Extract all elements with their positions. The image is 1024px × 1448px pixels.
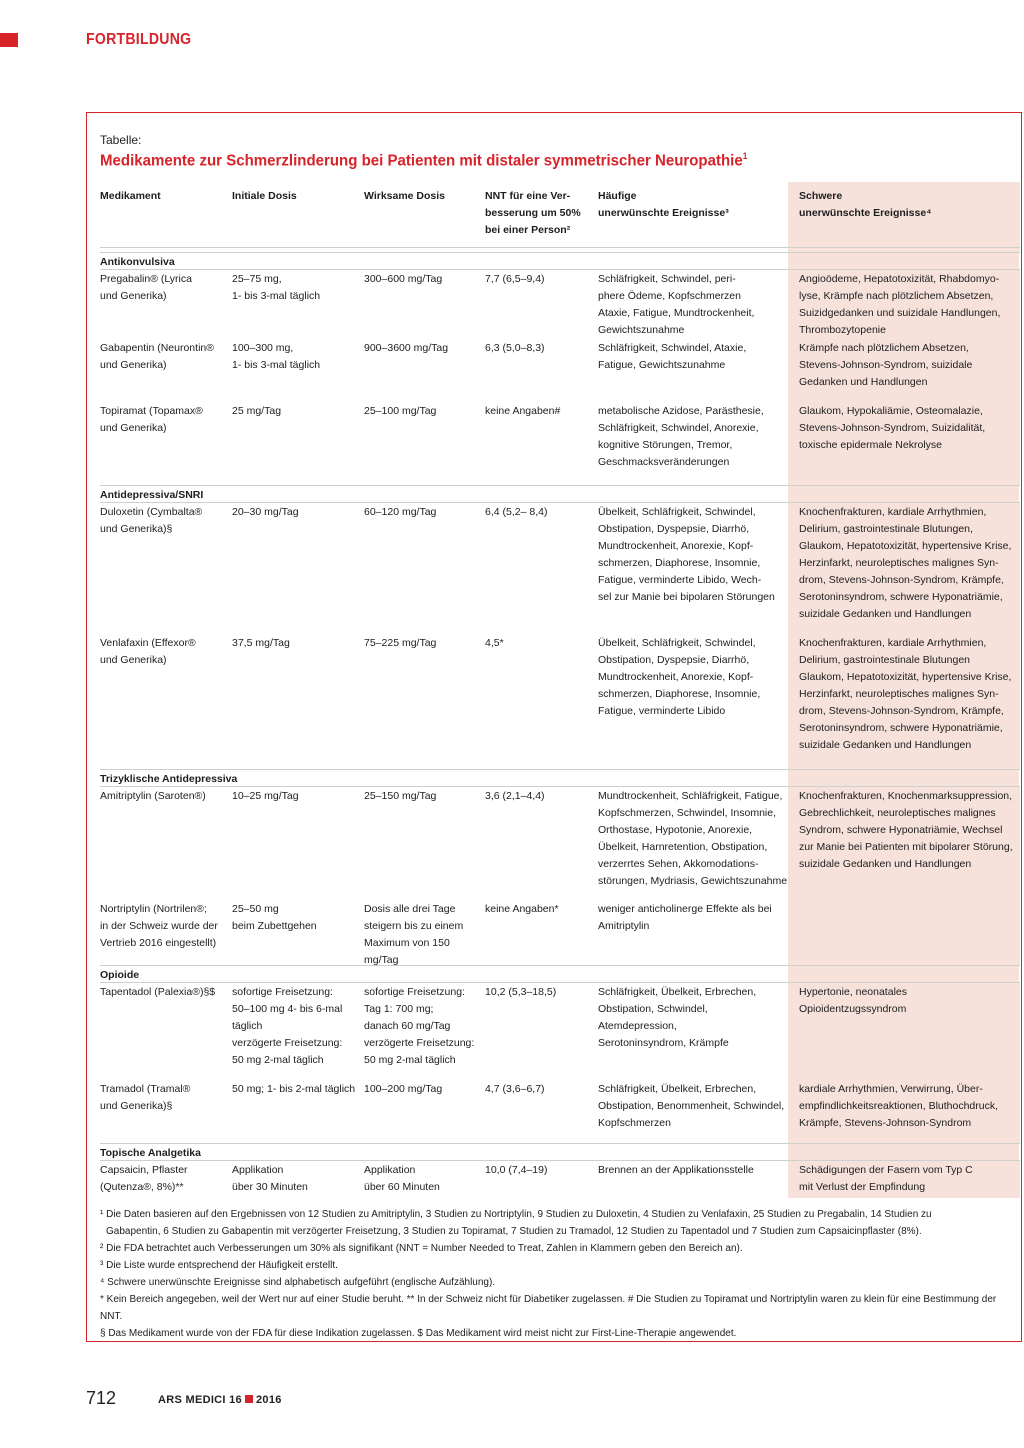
col-header-common-events: Häufige unerwünschte Ereignisse³	[598, 190, 729, 219]
drug-name: Amitriptylin (Saroten®)	[100, 790, 206, 802]
journal-year: 2016	[255, 1394, 282, 1406]
drug-name: Pregabalin® (Lyrica und Generika)	[100, 273, 192, 302]
category-label: Antikonvulsiva	[100, 253, 1020, 269]
table-title: Medikamente zur Schmerzlinderung bei Patienten mit distaler symmetrischer Neuropathie$^1$	[100, 151, 748, 170]
effective-dose: 25–100 mg/Tag	[364, 405, 437, 417]
effective-dose: 300–600 mg/Tag	[364, 273, 443, 285]
initial-dose: Applikation über 30 Minuten	[232, 1164, 308, 1193]
table-row	[100, 339, 1020, 402]
serious-events: Glaukom, Hypokaliämie, Osteomalazie, Stevens-Johnson-Syndrom, Suizidalität, toxische epidermale Nekrolyse	[799, 405, 986, 451]
footnote-approval: § Das Medikament wurde von der FDA für diese Indikation zugelassen. $ Das Medikament wird meist nicht zur First-Line-Therapie angewendet.	[100, 1328, 737, 1339]
nnt-value: 10,0 (7,4–19)	[485, 1164, 548, 1176]
effective-dose: 25–150 mg/Tag	[364, 790, 437, 802]
common-events: Schläfrigkeit, Übelkeit, Erbrechen, Obstipation, Schwindel, Atemdepression, Serotoninsyndrom, Krämpfe	[598, 986, 757, 1049]
col-header-drug: Medikament	[100, 190, 161, 202]
initial-dose: 100–300 mg, 1- bis 3-mal täglich	[232, 342, 321, 371]
footnote-4: ⁴ Schwere unerwünschte Ereignisse sind alphabetisch aufgeführt (englische Aufzählung).	[100, 1277, 496, 1288]
serious-events: Angioödeme, Hepatotoxizität, Rhabdomyo- lyse, Krämpfe nach plötzlichem Absetzen, Suizidgedanken und suizidale Handlungen, Thrombozytopenie	[799, 273, 1001, 336]
effective-dose: Applikation über 60 Minuten	[364, 1164, 440, 1193]
table-row	[100, 402, 1020, 481]
journal-separator	[245, 1395, 253, 1403]
table-row	[100, 1161, 1020, 1200]
serious-events: Schädigungen der Fasern vom Typ C mit Verlust der Empfindung	[799, 1164, 973, 1193]
category-label: Topische Analgetika	[100, 1144, 1020, 1160]
drug-name: Nortriptylin (Nortrilen®; in der Schweiz wurde der Vertrieb 2016 eingestellt)	[100, 903, 218, 949]
nnt-value: 10,2 (5,3–18,5)	[485, 986, 557, 998]
nnt-value: keine Angaben#	[485, 405, 561, 417]
nnt-value: 4,7 (3,6–6,7)	[485, 1083, 545, 1095]
journal-line	[158, 1394, 282, 1406]
common-events: Übelkeit, Schläfrigkeit, Schwindel, Obstipation, Dyspepsie, Diarrhö, Mundtrockenheit, Anorexie, Kopf- schmerzen, Diaphorese, Insomnie, Fatigue, verminderte Libido, Wech- sel zur Manie bei bipolaren Störungen	[598, 506, 775, 603]
category-label: Antidepressiva/SNRI	[100, 486, 1020, 502]
table-row	[100, 787, 1020, 900]
serious-events	[794, 901, 1020, 961]
initial-dose: 37,5 mg/Tag	[232, 637, 290, 649]
serious-events: kardiale Arrhythmien, Verwirrung, Über- empfindlichkeitsreaktionen, Bluthochdruck, Krämpfe, Stevens-Johnson-Syndrom	[799, 1083, 999, 1129]
footnote-1: ¹ Die Daten basieren auf den Ergebnissen von 12 Studien zu Amitriptylin, 3 Studien zu Nortriptylin, 9 Studien zu Duloxetin, 4 Studien zu Venlafaxin, 25 Studien zu Pregabalin, 14 Studien zu	[100, 1209, 932, 1220]
serious-events: Knochenfrakturen, Knochenmarksuppression, Gebrechlichkeit, neuroleptisches malignes Syndrom, schwere Hyponatriämie, Wechsel zur Manie bei Patienten mit bipolarer Störung, suizidale Gedanken und Handlungen	[799, 790, 1013, 870]
category-row	[100, 769, 1020, 787]
col-header-effective-dose: Wirksame Dosis	[364, 190, 446, 202]
col-header-nnt: NNT für eine Ver- besserung um 50% bei einer Person²	[485, 190, 581, 236]
table-kicker: Tabelle:	[100, 133, 142, 147]
section-label: FORTBILDUNG	[86, 31, 192, 48]
table-header-row	[100, 182, 1020, 248]
drug-name: Gabapentin (Neurontin® und Generika)	[100, 342, 214, 371]
initial-dose: 10–25 mg/Tag	[232, 790, 299, 802]
title-footnote-ref: 1	[742, 151, 748, 161]
section-marker	[0, 33, 18, 47]
table-row	[100, 900, 1020, 966]
initial-dose: 25–75 mg, 1- bis 3-mal täglich	[232, 273, 321, 302]
category-row	[100, 1143, 1020, 1161]
drug-name: Venlafaxin (Effexor® und Generika)	[100, 637, 196, 666]
serious-events: Krämpfe nach plötzlichem Absetzen, Stevens-Johnson-Syndrom, suizidale Gedanken und Handlungen	[799, 342, 973, 388]
nnt-value: 3,6 (2,1–4,4)	[485, 790, 545, 802]
initial-dose: 20–30 mg/Tag	[232, 506, 299, 518]
serious-events: Knochenfrakturen, kardiale Arrhythmien, Delirium, gastrointestinale Blutungen Glaukom, Hepatotoxizität, hypertensive Krise, Herzinfarkt, neuroleptisches malignes Syn- drom, Stevens-Johnson-Syndrom, Krämpfe, Serotoninsyndrom, schwere Hyponatriämie, suizidale Gedanken und Handlungen	[799, 637, 1012, 751]
common-events: Schläfrigkeit, Schwindel, Ataxie, Fatigue, Gewichtszunahme	[598, 342, 747, 371]
effective-dose: 60–120 mg/Tag	[364, 506, 437, 518]
effective-dose: 900–3600 mg/Tag	[364, 342, 449, 354]
table-row	[100, 270, 1020, 339]
footnotes	[100, 1206, 1015, 1342]
journal-name: ARS MEDICI 16	[158, 1394, 242, 1406]
category-label: Opioide	[100, 966, 1020, 982]
effective-dose: Dosis alle drei Tage steigern bis zu einem Maximum von 150 mg/Tag	[364, 903, 464, 966]
common-events: metabolische Azidose, Parästhesie, Schläfrigkeit, Schwindel, Anorexie, kognitive Störungen, Tremor, Geschmacksveränderungen	[598, 405, 764, 468]
nnt-value: 7,7 (6,5–9,4)	[485, 273, 545, 285]
common-events: Brennen an der Applikationsstelle	[598, 1164, 754, 1176]
nnt-value: keine Angaben*	[485, 903, 559, 915]
category-label: Trizyklische Antidepressiva	[100, 770, 1020, 786]
serious-events: Hypertonie, neonatales Opioidentzugssyndrom	[799, 986, 907, 1015]
nnt-value: 4,5*	[485, 637, 504, 649]
drug-name: Tramadol (Tramal® und Generika)§	[100, 1083, 191, 1112]
nnt-value: 6,4 (5,2– 8,4)	[485, 506, 548, 518]
page-number: 712	[86, 1388, 117, 1408]
serious-events: Knochenfrakturen, kardiale Arrhythmien, Delirium, gastrointestinale Blutungen, Glaukom, Hepatotoxizität, hypertensive Krise, Herzinfarkt, neuroleptisches malignes Syn- drom, Stevens-Johnson-Syndrom, Krämpfe, Serotoninsyndrom, schwere Hyponatriämie, suizidale Gedanken und Handlungen	[799, 506, 1012, 620]
initial-dose: 25–50 mg beim Zubettgehen	[232, 903, 317, 932]
initial-dose: 50 mg; 1- bis 2-mal täglich	[232, 1083, 356, 1095]
table-row	[100, 634, 1020, 765]
common-events: Schläfrigkeit, Übelkeit, Erbrechen, Obstipation, Benommenheit, Schwindel, Kopfschmerzen	[598, 1083, 785, 1129]
nnt-value: 6,3 (5,0–8,3)	[485, 342, 545, 354]
category-row	[100, 252, 1020, 270]
table-row	[100, 503, 1020, 634]
drug-name: Duloxetin (Cymbalta® und Generika)§	[100, 506, 203, 535]
drug-name: Capsaicin, Pflaster (Qutenza®, 8%)**	[100, 1164, 188, 1193]
category-row	[100, 965, 1020, 983]
initial-dose: 25 mg/Tag	[232, 405, 282, 417]
effective-dose: sofortige Freisetzung: Tag 1: 700 mg; danach 60 mg/Tag verzögerte Freisetzung: 50 mg 2-mal täglich	[364, 986, 475, 1066]
category-row	[100, 485, 1020, 503]
common-events: Schläfrigkeit, Schwindel, peri- phere Ödeme, Kopfschmerzen Ataxie, Fatigue, Mundtrockenheit, Gewichtszunahme	[598, 273, 755, 336]
effective-dose: 100–200 mg/Tag	[364, 1083, 443, 1095]
col-header-initial-dose: Initiale Dosis	[232, 190, 297, 202]
effective-dose: 75–225 mg/Tag	[364, 637, 437, 649]
drug-name: Topiramat (Topamax® und Generika)	[100, 405, 203, 434]
footnote-symbols: * Kein Bereich angegeben, weil der Wert nur auf einer Studie beruht. ** In der Schweiz nicht für Diabetiker zugelassen. # Die Studien zu Topiramat und Nortriptylin waren zu klein für eine Bestimmung der NNT.	[100, 1294, 997, 1322]
common-events: Mundtrockenheit, Schläfrigkeit, Fatigue, Kopfschmerzen, Schwindel, Insomnie, Orthostase, Hypotonie, Anorexie, Übelkeit, Harnretention, Obstipation, verzerrtes Sehen, Akkomodations- störungen, Mydriasis, Gewichtszunahme	[598, 790, 788, 887]
medication-table	[100, 182, 1020, 1200]
col-header-serious-events: Schwere unerwünschte Ereignisse⁴	[799, 190, 932, 219]
drug-name: Tapentadol (Palexia®)§$	[100, 986, 216, 998]
common-events: Übelkeit, Schläfrigkeit, Schwindel, Obstipation, Dyspepsie, Diarrhö, Mundtrockenheit, Anorexie, Kopf- schmerzen, Diaphorese, Insomnie, Fatigue, verminderte Libido	[598, 637, 761, 717]
table-row	[100, 1080, 1020, 1139]
footnote-3: ³ Die Liste wurde entsprechend der Häufigkeit erstellt.	[100, 1260, 338, 1271]
initial-dose: sofortige Freisetzung: 50–100 mg 4- bis 6-mal täglich verzögerte Freisetzung: 50 mg 2-mal täglich	[232, 986, 343, 1066]
table-row	[100, 983, 1020, 1080]
footnote-1-cont: Gabapentin, 6 Studien zu Gabapentin mit verzögerter Freisetzung, 3 Studien zu Topiramat, 7 Studien zu Tramadol, 12 Studien zu Tapentadol und 7 Studien zum Capsaicinpflaster (8%).	[106, 1226, 922, 1237]
common-events: weniger anticholinerge Effekte als bei Amitriptylin	[598, 903, 772, 932]
footnote-2: ² Die FDA betrachtet auch Verbesserungen um 30% als signifikant (NNT = Number Needed to Treat, Zahlen in Klammern geben den Bereich an).	[100, 1243, 743, 1254]
